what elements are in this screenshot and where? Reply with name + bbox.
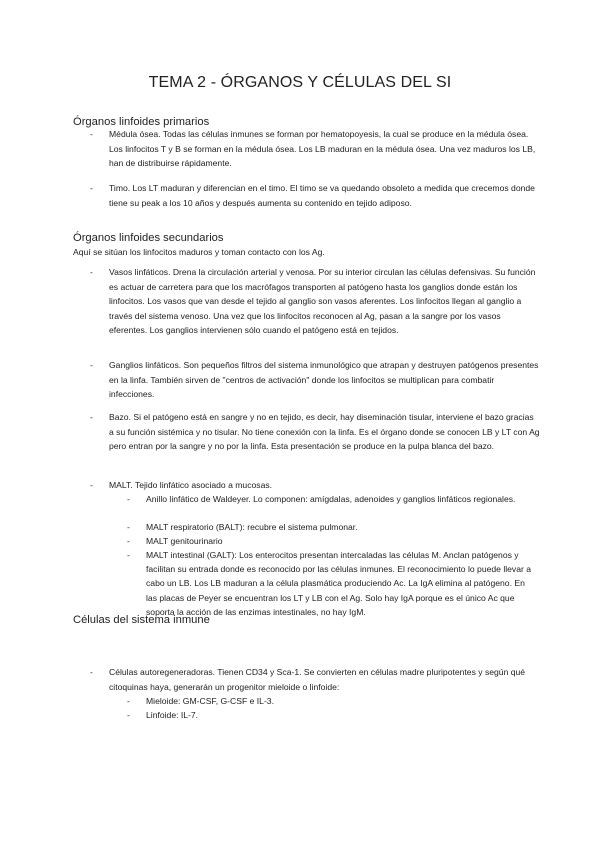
heading-primarios: Órganos linfoides primarios	[73, 116, 210, 128]
list-item	[90, 127, 540, 171]
bullet-dash: -	[90, 480, 93, 490]
item-text: Vasos linfáticos. Drena la circulación arterial y venosa. Por su interior circulan las células defensivas. Su función es actuar de carretera para que los macrófagos transporten al patógeno hasta los ganglios donde están los linfocitos. Los vasos que van desde el tejido al ganglio son vasos aferentes. Los linfocitos llegan al ganglio a través del sistema venoso. Una vez que los linfocitos reconocen al Ag, pasan a la sangre por los vasos eferentes. Los ganglios intervienen sólo cuando el patógeno está en tejidos.	[109, 267, 536, 336]
list-item	[90, 665, 540, 694]
sub-list-item	[127, 520, 537, 534]
bullet-dash: -	[127, 536, 130, 546]
bullet-dash: -	[90, 183, 93, 193]
sub-list-item	[127, 534, 537, 548]
heading-celulas: Células del sistema inmune	[73, 614, 210, 626]
bullet-dash: -	[127, 494, 130, 504]
bullet-dash: -	[127, 710, 130, 720]
sub-list-item	[127, 708, 537, 722]
heading-secundarios: Órganos linfoides secundarios	[73, 232, 224, 244]
list-item	[90, 265, 540, 338]
item-text: Médula ósea. Todas las células inmunes se forman por hematopoyesis, la cual se produce en la médula ósea. Los linfocitos T y B se forman en la médula ósea. Los LB maduran en la médula ósea. Una vez maduros los LB, han de distribuirse rápidamente.	[109, 129, 536, 169]
bullet-dash: -	[90, 267, 93, 277]
sub-item-text: MALT genitourinario	[146, 536, 223, 546]
list-item	[90, 410, 540, 454]
bullet-dash: -	[127, 550, 130, 560]
bullet-dash: -	[127, 696, 130, 706]
sub-list-item	[127, 548, 537, 619]
section-intro: Aquí se sitúan los linfocitos maduros y toman contacto con los Ag.	[73, 247, 325, 257]
sub-item-text: Linfoide: IL-7.	[146, 710, 199, 720]
bullet-dash: -	[90, 129, 93, 139]
item-text: Ganglios linfáticos. Son pequeños filtros del sistema inmunológico que atrapan y destruyen patógenos presentes en la linfa. También sirven de "centros de activación" donde los linfocitos se multiplican para combatir infecciones.	[109, 360, 539, 400]
sub-list-item	[127, 492, 537, 506]
sub-item-text: MALT intestinal (GALT): Los enterocitos presentan intercaladas las células M. Anclan patógenos y facilitan su entrada donde es reconocido por las células inmunes. El reconocimiento lo puede llevar a cabo un LB. Los LB maduran a la célula plasmática produciendo Ac. La IgA elimina al patógeno. En las placas de Peyer se encuentran los LT y LB con el Ag. Solo hay IgA porque es el único Ac que soporta la acción de las enzimas intestinales, no hay IgM.	[146, 550, 532, 617]
item-text: MALT. Tejido linfático asociado a mucosas.	[109, 480, 273, 490]
sub-item-text: MALT respiratorio (BALT): recubre el sistema pulmonar.	[146, 522, 358, 532]
bullet-dash: -	[90, 667, 93, 677]
page-title: TEMA 2 - ÓRGANOS Y CÉLULAS DEL SI	[148, 74, 452, 91]
list-item	[90, 358, 540, 402]
sub-list-item	[127, 694, 537, 708]
bullet-dash: -	[127, 522, 130, 532]
bullet-dash: -	[90, 360, 93, 370]
item-text: Timo. Los LT maduran y diferencian en el timo. El timo se va quedando obsoleto a medida que crecemos donde tiene su peak a los 10 años y después aumenta su contenido en tejido adiposo.	[109, 183, 535, 208]
item-text: Células autoregeneradoras. Tienen CD34 y Sca-1. Se convierten en células madre pluripotentes y según qué citoquinas haya, generarán un progenitor mieloide o linfoide:	[109, 667, 526, 692]
item-text: Bazo. Si el patógeno está en sangre y no en tejido, es decir, hay diseminación tisular, interviene el bazo gracias a su función sistémica y no tisular. No tiene conexión con la linfa. Es el órgano donde se conocen LB y LT con Ag pero entran por la sangre y no por la linfa. Esta presentación se produce en la pulpa blanca del bazo.	[109, 412, 540, 452]
sub-item-text: Mieloide: GM-CSF, G-CSF e IL-3.	[146, 696, 274, 706]
bullet-dash: -	[90, 412, 93, 422]
sub-item-text: Anillo linfático de Waldeyer. Lo componen: amígdalas, adenoides y ganglios linfáticos regionales.	[146, 494, 516, 504]
list-item	[90, 478, 540, 493]
list-item	[90, 181, 540, 210]
